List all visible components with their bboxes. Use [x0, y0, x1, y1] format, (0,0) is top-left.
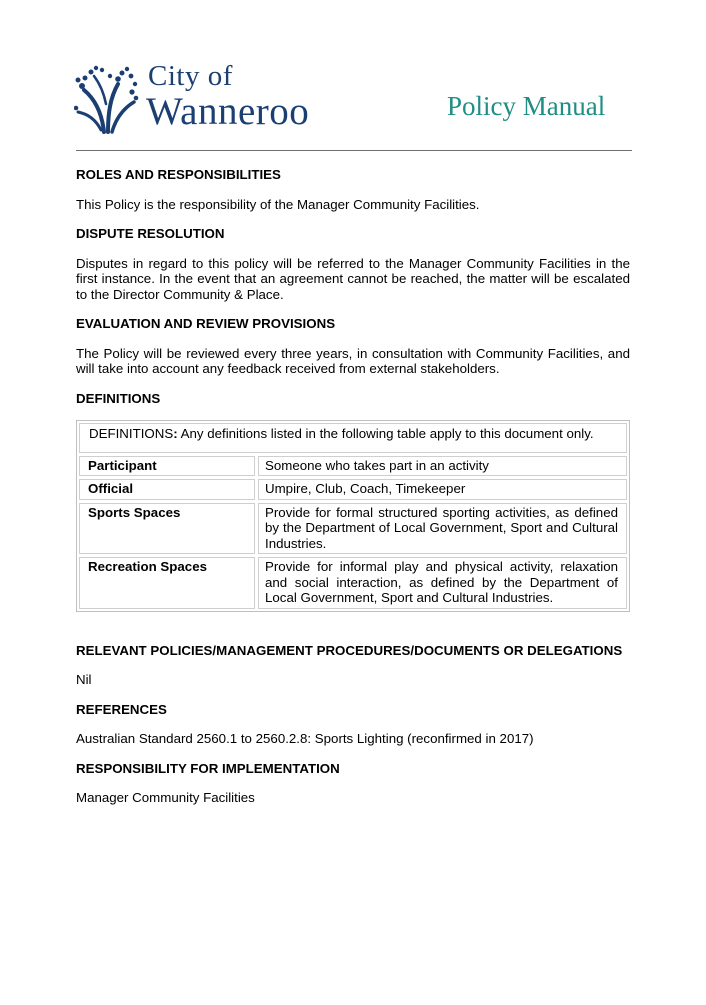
dispute-heading: DISPUTE RESOLUTION — [76, 226, 225, 241]
definitions-intro-colon: : — [173, 426, 178, 441]
table-row — [79, 557, 627, 609]
logo-text-wanneroo: Wanneroo — [146, 90, 310, 133]
table-row — [79, 456, 627, 477]
policy-body — [76, 167, 630, 820]
definition-term: Recreation Spaces — [79, 557, 255, 609]
implementation-heading: RESPONSIBILITY FOR IMPLEMENTATION — [76, 760, 340, 776]
implementation-text: Manager Community Facilities — [76, 790, 255, 805]
definition-term: Official — [79, 479, 255, 500]
table-row — [79, 503, 627, 555]
definition-description: Umpire, Club, Coach, Timekeeper — [258, 479, 627, 500]
page-header — [0, 0, 706, 152]
kangaroo-paw-icon — [74, 64, 140, 134]
relevant-policies-heading: RELEVANT POLICIES/MANAGEMENT PROCEDURES/DOCUMENTS OR DELEGATIONS — [76, 642, 623, 658]
references-text: Australian Standard 2560.1 to 2560.2.8: Sports Lighting (reconfirmed in 2017) — [76, 731, 534, 746]
definition-term: Participant — [79, 456, 255, 477]
dispute-text: Disputes in regard to this policy will be referred to the Manager Community Facilities in the first instance. In the event that an agreement cannot be reached, the matter will be escalated to the Director Community & Place. — [76, 255, 630, 302]
definitions-heading: DEFINITIONS — [76, 390, 161, 406]
definitions-table — [76, 420, 630, 612]
definition-description: Provide for formal structured sporting activities, as defined by the Department of Local Government, Sport and Cultural Industries. — [258, 503, 627, 555]
table-row — [79, 479, 627, 500]
header-divider — [76, 150, 632, 151]
roles-text: This Policy is the responsibility of the Manager Community Facilities. — [76, 196, 480, 212]
definitions-intro-label: DEFINITIONS — [89, 426, 174, 441]
logo-text-city-of: City of — [148, 60, 233, 92]
references-heading: REFERENCES — [76, 701, 167, 717]
definition-description: Someone who takes part in an activity — [258, 456, 627, 477]
definition-description: Provide for informal play and physical activity, relaxation and social interaction, as defined by the Department of Local Government, Sport and Cultural Industries. — [258, 557, 627, 609]
city-of-wanneroo-logo — [74, 62, 324, 134]
roles-heading: ROLES AND RESPONSIBILITIES — [76, 167, 281, 182]
relevant-policies-text: Nil — [76, 672, 92, 687]
policy-manual-title: Policy Manual — [447, 91, 606, 121]
definition-term: Sports Spaces — [79, 503, 255, 555]
evaluation-heading: EVALUATION AND REVIEW PROVISIONS — [76, 316, 336, 331]
evaluation-text: The Policy will be reviewed every three years, in consultation with Community Facilities, and will take into account any feedback received from external stakeholders. — [76, 345, 630, 376]
definitions-intro-text: Any definitions listed in the following table apply to this document only. — [177, 426, 594, 441]
definitions-intro — [79, 423, 627, 453]
